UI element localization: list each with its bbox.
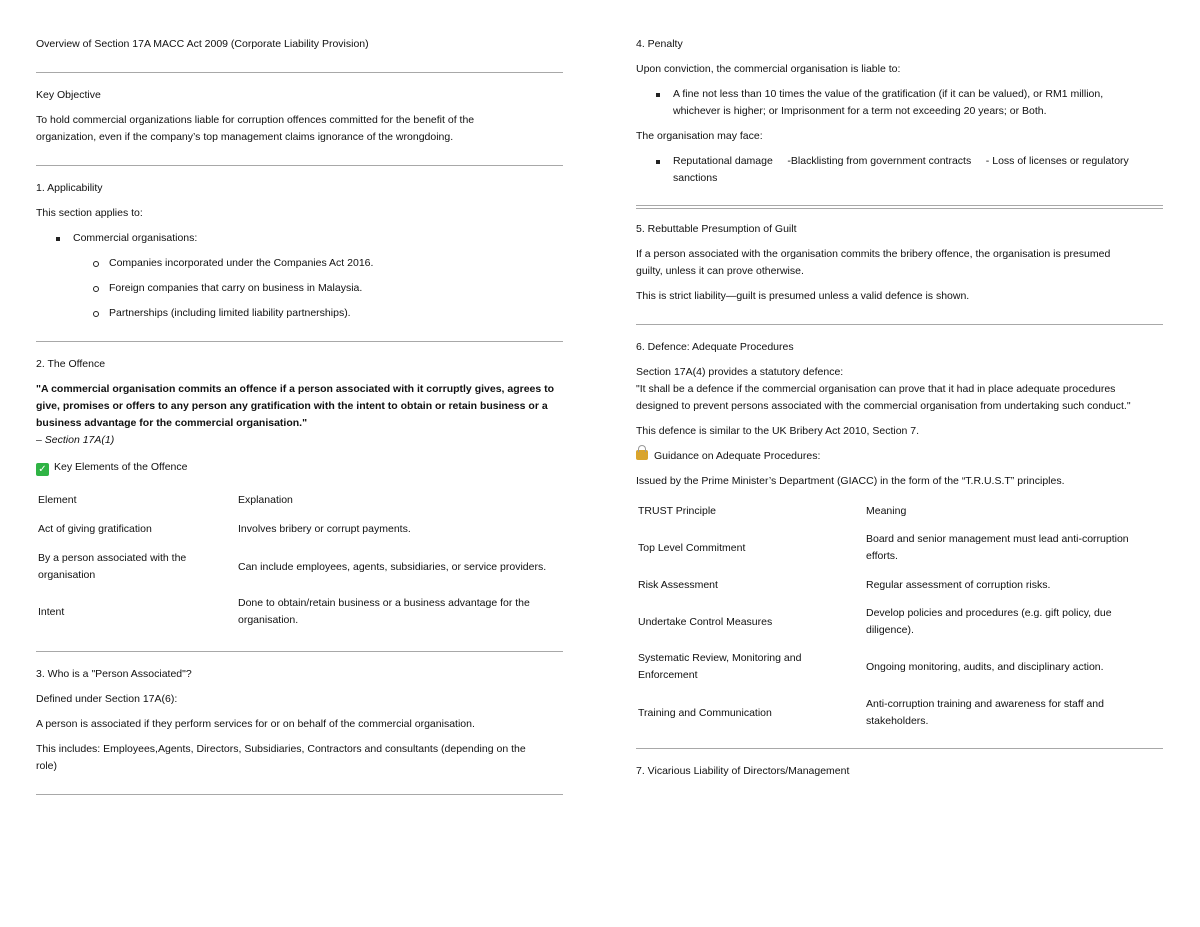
principle-cell: [636, 526, 866, 570]
cell-line: Can include employees, agents, subsidiaries, or service providers.: [238, 560, 547, 573]
person-associated-includes: This includes: Employees,Agents, Directors, Subsidiaries, Contractors and consultants (depending on the: [36, 743, 526, 755]
check-mark-icon: ✓: [36, 463, 49, 476]
table-header-element: Element: [38, 493, 77, 506]
list-item: [109, 305, 563, 322]
cell-line: Intent: [38, 605, 65, 618]
offence-heading: 2. The Offence: [36, 358, 106, 370]
defence-section: Section 17A(4) provides a statutory defence:: [636, 366, 844, 378]
table-row: [636, 600, 1163, 644]
divider: [36, 651, 563, 652]
table-header-row: [36, 482, 563, 518]
right-column: [636, 36, 1163, 780]
key-objective-heading: Key Objective: [36, 89, 101, 101]
list-item-label: A fine not less than 10 times the value of the gratification (if it can be valued), or RM1 million,: [673, 88, 1104, 100]
list-item: [73, 230, 563, 247]
cell-line: stakeholders.: [866, 715, 929, 727]
meaning-cell: [866, 600, 1163, 644]
cell-line: Done to obtain/retain business or a business advantage for the: [238, 597, 530, 609]
meaning-cell: [866, 690, 1163, 736]
presumption-strict: This is strict liability—guilt is presumed unless a valid defence is shown.: [636, 290, 970, 302]
principle-cell: [636, 600, 866, 644]
divider: [636, 324, 1163, 325]
table-header-row: [636, 496, 1163, 526]
table-row: [36, 518, 563, 541]
guidance-heading: [636, 448, 1163, 465]
cell-line: Involves bribery or corrupt payments.: [238, 523, 411, 535]
table-row: [636, 526, 1163, 570]
offence-quote-3: business advantage for the commercial organisation.": [36, 417, 308, 429]
explanation-cell: [238, 593, 563, 631]
table-row: [636, 570, 1163, 600]
cell-line: Undertake Control Measures: [638, 615, 773, 628]
cell-line: Ongoing monitoring, audits, and disciplinary action.: [866, 660, 1104, 673]
meaning-cell: [866, 570, 1163, 600]
list-item-label: Partnerships (including limited liability partnerships).: [109, 307, 351, 319]
document-title: Overview of Section 17A MACC Act 2009 (Corporate Liability Provision): [36, 38, 369, 50]
list-item-label: Reputational damage -Blacklisting from government contracts - Loss of licenses or regulatory: [673, 155, 1129, 167]
guidance-issued: Issued by the Prime Minister’s Department (GIACC) in the form of the “T.R.U.S.T” principles.: [636, 475, 1065, 487]
cell-line: Act of giving gratification: [38, 523, 152, 535]
table-row: [36, 541, 563, 593]
applicability-sublist: [36, 255, 563, 322]
table-header-meaning: Meaning: [866, 504, 907, 517]
cell-line: Develop policies and procedures (e.g. gift policy, due: [866, 607, 1112, 619]
explanation-cell: [238, 541, 563, 593]
vicarious-heading: 7. Vicarious Liability of Directors/Management: [636, 765, 850, 777]
left-column: [36, 36, 563, 795]
key-elements-label: Key Elements of the Offence: [54, 461, 188, 473]
defence-quote: "It shall be a defence if the commercial organisation can prove that it had in place adequate procedures: [636, 383, 1116, 395]
divider: [36, 165, 563, 166]
presumption-heading: 5. Rebuttable Presumption of Guilt: [636, 223, 797, 235]
person-associated-defined: Defined under Section 17A(6):: [36, 693, 178, 705]
table-row: [636, 644, 1163, 690]
lock-icon: [636, 450, 648, 460]
person-associated-text: A person is associated if they perform services for or on behalf of the commercial organisation.: [36, 718, 475, 730]
list-item-label: Foreign companies that carry on business in Malaysia.: [109, 282, 363, 294]
key-objective-text-2: organization, even if the company’s top management claims ignorance of the wrongdoing.: [36, 131, 454, 143]
element-cell: [36, 593, 238, 631]
offence-quote-2: give, promises or offers to any person any gratification with the intent to obtain or retain business or a: [36, 400, 548, 412]
guidance-label: Guidance on Adequate Procedures:: [654, 450, 821, 462]
penalty-face-list: [636, 153, 1163, 187]
list-item-label: Companies incorporated under the Companies Act 2016.: [109, 257, 374, 269]
principle-cell: [636, 570, 866, 600]
cell-line: Board and senior management must lead anti-corruption: [866, 533, 1129, 545]
cell-line: Anti-corruption training and awareness for staff and: [866, 698, 1104, 710]
cell-line: Regular assessment of corruption risks.: [866, 578, 1051, 591]
cell-line: Top Level Commitment: [638, 541, 746, 554]
divider: [636, 748, 1163, 749]
cell-line: organisation: [38, 569, 96, 581]
penalty-list: [636, 86, 1163, 120]
cell-line: organisation.: [238, 614, 299, 626]
cell-line: Systematic Review, Monitoring and: [638, 652, 802, 664]
key-elements-heading: [36, 459, 563, 476]
table-row: [636, 690, 1163, 736]
presumption-text: If a person associated with the organisation commits the bribery offence, the organisation is presumed: [636, 248, 1111, 260]
meaning-cell: [866, 526, 1163, 570]
principle-cell: [636, 690, 866, 736]
table-header-principle: TRUST Principle: [638, 504, 716, 517]
cell-line: Enforcement: [638, 669, 698, 681]
divider: [36, 72, 563, 73]
cell-line: Risk Assessment: [638, 578, 718, 591]
cell-line: diligence).: [866, 624, 914, 636]
cell-line: efforts.: [866, 550, 898, 562]
list-item-label: sanctions: [673, 172, 718, 184]
person-associated-heading: 3. Who is a "Person Associated"?: [36, 668, 192, 680]
penalty-heading: 4. Penalty: [636, 38, 683, 50]
explanation-cell: [238, 518, 563, 541]
list-item-label: whichever is higher; or Imprisonment for a term not exceeding 20 years; or Both.: [673, 105, 1047, 117]
cell-line: By a person associated with the: [38, 552, 187, 564]
list-item: [109, 280, 563, 297]
key-elements-table: [36, 482, 563, 631]
offence-source: – Section 17A(1): [36, 434, 115, 446]
table-row: [36, 593, 563, 631]
list-item-label: Commercial organisations:: [73, 232, 198, 244]
trust-table: [636, 496, 1163, 736]
meaning-cell: [866, 644, 1163, 690]
table-header-explanation: Explanation: [238, 493, 293, 506]
person-associated-includes-2: role): [36, 760, 58, 772]
principle-cell: [636, 644, 866, 690]
cell-line: Training and Communication: [638, 706, 772, 719]
list-item: [673, 153, 1163, 187]
penalty-intro: Upon conviction, the commercial organisation is liable to:: [636, 63, 901, 75]
defence-heading: 6. Defence: Adequate Procedures: [636, 341, 794, 353]
list-item: [673, 86, 1163, 120]
divider: [36, 794, 563, 795]
defence-similar: This defence is similar to the UK Bribery Act 2010, Section 7.: [636, 425, 920, 437]
applicability-heading: 1. Applicability: [36, 182, 103, 194]
list-item: [109, 255, 563, 272]
element-cell: [36, 541, 238, 593]
applicability-intro: This section applies to:: [36, 207, 143, 219]
divider: [636, 205, 1163, 209]
penalty-face: The organisation may face:: [636, 130, 763, 142]
element-cell: [36, 518, 238, 541]
presumption-text-2: guilty, unless it can prove otherwise.: [636, 265, 804, 277]
divider: [36, 341, 563, 342]
applicability-list: [36, 230, 563, 247]
defence-quote-2: designed to prevent persons associated with the commercial organisation from undertaking such conduct.": [636, 400, 1131, 412]
offence-quote: "A commercial organisation commits an offence if a person associated with it corruptly gives, agrees to: [36, 383, 555, 395]
key-objective-text: To hold commercial organizations liable for corruption offences committed for the benefit of the: [36, 114, 475, 126]
